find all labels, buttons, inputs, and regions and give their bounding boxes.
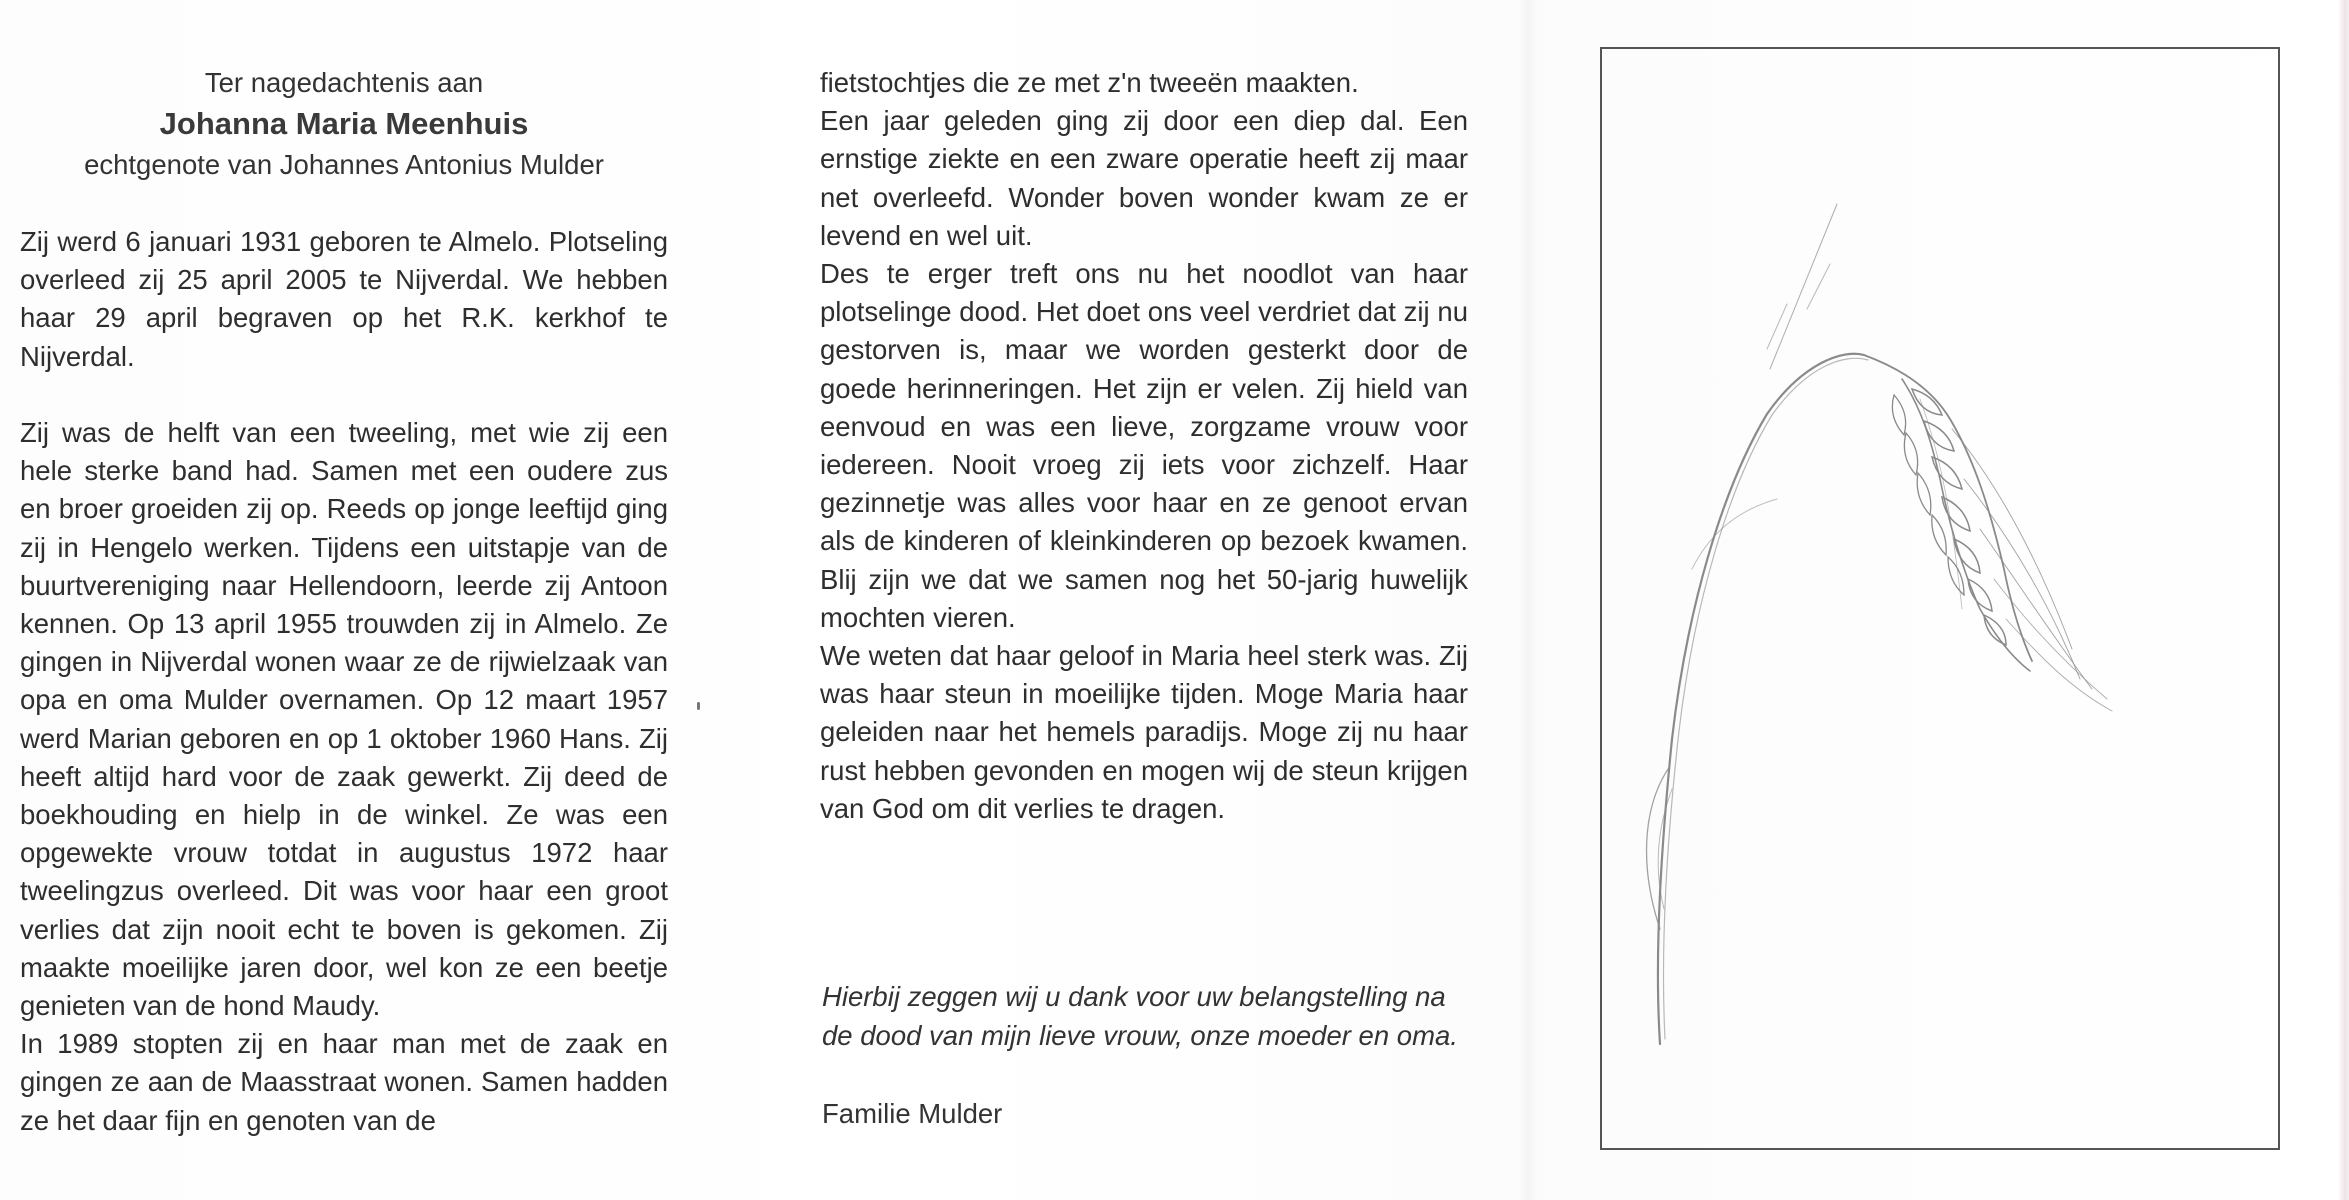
- wheat-awn: [1964, 479, 2080, 679]
- wheat-grain: [1984, 615, 2006, 645]
- thanks-note: Hierbij zeggen wij u dank voor uw belangstelling na de dood van mijn lieve vrouw, onze moeder en oma.: [822, 981, 1458, 1051]
- wheat-grain: [1942, 497, 1970, 531]
- wheat-ear-inner: [1902, 379, 2030, 671]
- family-signature: Familie Mulder: [822, 1098, 1003, 1129]
- heading-intro: Ter nagedachtenis aan: [204, 67, 484, 98]
- illness-paragraph: Een jaar geleden ging zij door een diep dal. Een ernstige ziekte en een zware operatie heeft zij maar net overleefd. Wonder boven wonder kwam ze er levend en wel uit.: [820, 105, 1468, 251]
- deceased-name: Johanna Maria Meenhuis: [159, 106, 529, 141]
- wheat-grain: [1904, 433, 1917, 475]
- paragraph-spacer: [20, 376, 668, 414]
- grass-blade: [1767, 304, 1787, 349]
- card-fold: [1518, 0, 1538, 1200]
- retirement-paragraph: In 1989 stopten zij en haar man met de zaak en gingen ze aan de Maasstraat wonen. Samen hadden ze het daar fijn en genoten van de: [20, 1028, 668, 1136]
- wheat-stem: [1658, 354, 1864, 1044]
- character-paragraph: Des te erger treft ons nu het noodlot van haar plotselinge dood. Het doet ons veel verdriet dat zij nu gestorven is, maar we worden gesterkt door de goede herinneringen. Het zijn er velen. Zij hield van eenvoud en was een lieve, zorgzame vrouw voor iedereen. Nooit vroeg zij iets voor zichzelf. Haar gezinnetje was alles voor haar en ze genoot ervan als de kinderen of kleinkinderen op bezoek kwamen. Blij zijn we dat we samen nog het 50-jarig huwelijk mochten vieren.: [820, 258, 1468, 633]
- grass-blade: [1807, 264, 1830, 309]
- stem-leaf: [1692, 499, 1777, 569]
- text-column-left: [20, 223, 668, 1140]
- wheat-ear-illustration: [1602, 49, 2278, 1148]
- faith-paragraph: We weten dat haar geloof in Maria heel sterk was. Zij was haar steun in moeilijke tijden. Moge Maria haar geleiden naar het hemels paradijs. Moge zij nu haar rust hebben gevonden en mogen wij de steun krijgen van God om dit verlies te dragen.: [820, 640, 1468, 824]
- wheat-stem-shadow: [1663, 358, 1868, 1039]
- wheat-grain: [1968, 579, 1992, 611]
- paper-speck: [697, 702, 700, 710]
- life-story-paragraph: Zij was de helft van een tweeling, met wie zij een hele sterke band had. Samen met een oudere zus en broer groeiden zij op. Reeds op jonge leeftijd ging zij in Hengelo werken. Tijdens een uitstapje van de buurtvereniging naar Hellendoorn, leerde zij Antoon kennen. Op 13 april 1955 trouwden zij in Almelo. Ze gingen in Nijverdal wonen waar ze de rijwielzaak van opa en oma Mulder overnamen. Op 12 maart 1957 werd Marian geboren en op 1 oktober 1960 Hans. Zij heeft altijd hard voor de zaak gewerkt. Zij deed de boekhouding en hielp in de winkel. Ze was een opgewekte vrouw totdat in augustus 1972 haar tweelingzus overleed. Dit was voor haar een groot verlies dat zijn nooit echt te boven is gekomen. Zij maakte moeilijke jaren door, wel kon ze een beetje genieten van de hond Maudy.: [20, 417, 668, 1022]
- text-column-middle: [820, 64, 1468, 828]
- wheat-awn: [1952, 429, 2072, 649]
- spouse-line: echtgenote van Johannes Antonius Mulder: [84, 149, 604, 180]
- wheat-grain: [1917, 473, 1931, 515]
- wheat-awn: [1980, 529, 2092, 689]
- memorial-heading: [20, 64, 668, 184]
- continuation-line: fietstochtjes die ze met z'n tweeën maakten.: [820, 67, 1359, 98]
- wheat-ear-sketch: [1647, 204, 2112, 1044]
- grass-blade: [1770, 204, 1837, 369]
- wheat-grain: [1932, 515, 1946, 555]
- birth-death-paragraph: Zij werd 6 januari 1931 geboren te Almelo. Plotseling overleed zij 25 april 2005 te Nijverdal. We hebben haar 29 april begraven op het R.K. kerkhof te Nijverdal.: [20, 226, 668, 372]
- card-edge: [2338, 0, 2349, 1200]
- wheat-grain: [1892, 395, 1905, 435]
- illustration-frame: [1600, 47, 2280, 1150]
